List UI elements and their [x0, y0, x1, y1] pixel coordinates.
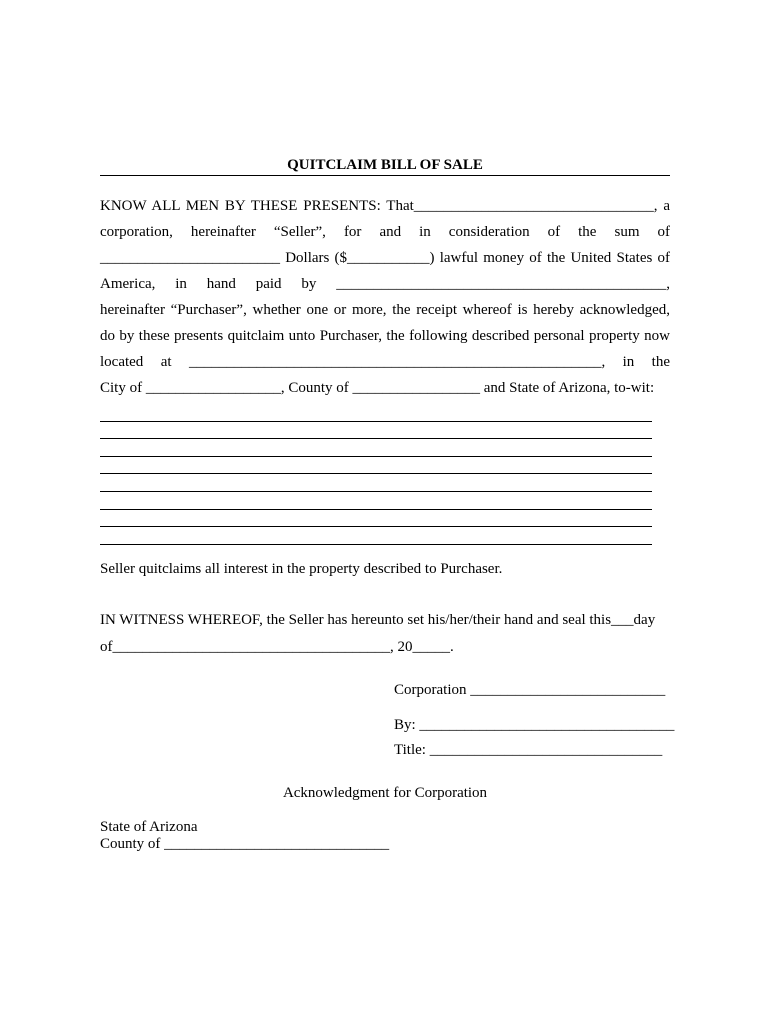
- body-line: City of __________________, County of _________________ and State of Arizona, to-wit:: [100, 380, 655, 396]
- property-description-lines: [100, 404, 652, 545]
- witness-date-line: of_____________________________________, 20_____.: [100, 639, 454, 655]
- body-line: hereinafter “Purchaser”, whether one or more, the receipt whereof is hereby acknowledged,: [100, 302, 670, 318]
- by-signature-line: By: __________________________________: [394, 717, 675, 733]
- blank-description-line: [100, 422, 652, 440]
- blank-description-line: [100, 527, 652, 545]
- state-line: State of Arizona: [100, 819, 198, 835]
- witness-line: IN WITNESS WHEREOF, the Seller has hereunto set his/her/their hand and seal this___day: [100, 612, 656, 628]
- body-line: located at _______________________________________________________, in the: [100, 354, 670, 370]
- body-line: do by these presents quitclaim unto Purchaser, the following described personal property now: [100, 328, 670, 344]
- consideration-paragraph: [100, 193, 670, 401]
- body-line: America, in hand paid by ____________________________________________,: [100, 276, 670, 292]
- acknowledgment-heading: Acknowledgment for Corporation: [282, 785, 488, 801]
- title-signature-line: Title: _______________________________: [394, 742, 663, 758]
- title-underline: [100, 175, 670, 176]
- blank-description-line: [100, 457, 652, 475]
- document-title: QUITCLAIM BILL OF SALE: [287, 157, 483, 173]
- blank-description-line: [100, 439, 652, 457]
- quitclaim-statement: Seller quitclaims all interest in the property described to Purchaser.: [100, 561, 503, 577]
- blank-description-line: [100, 510, 652, 528]
- body-line: ________________________ Dollars ($___________) lawful money of the United States of: [100, 250, 670, 266]
- corporation-signature-line: Corporation __________________________: [394, 682, 666, 698]
- blank-description-line: [100, 404, 652, 422]
- blank-description-line: [100, 474, 652, 492]
- county-line: County of ______________________________: [100, 836, 390, 852]
- body-line: corporation, hereinafter “Seller”, for and in consideration of the sum of: [100, 224, 670, 240]
- blank-description-line: [100, 492, 652, 510]
- body-line: KNOW ALL MEN BY THESE PRESENTS: That________________________________, a: [100, 198, 670, 214]
